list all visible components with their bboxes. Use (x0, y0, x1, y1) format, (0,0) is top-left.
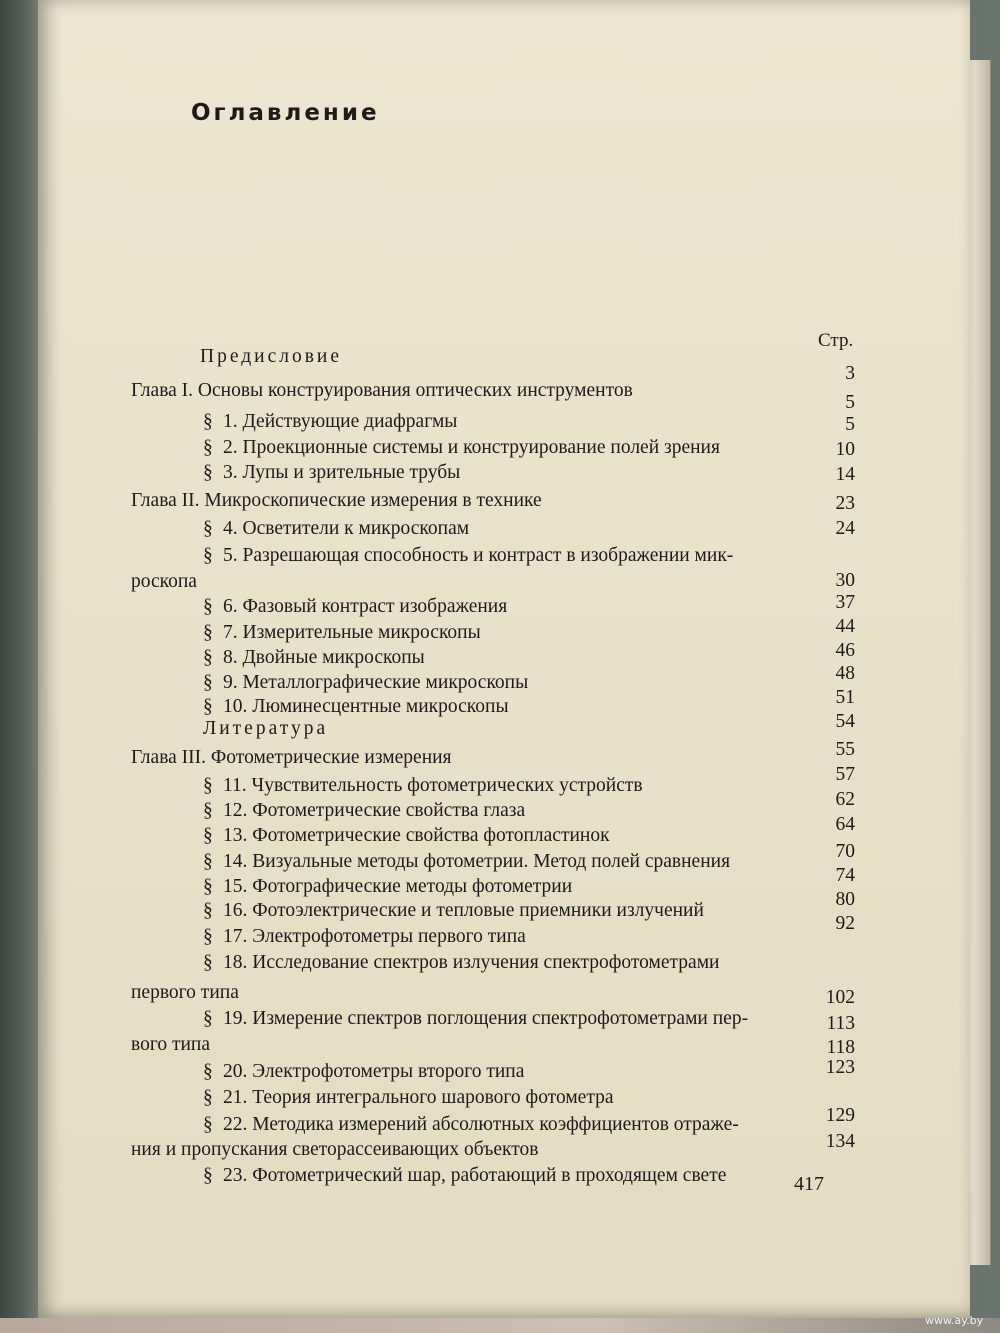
section-sign: § (203, 647, 213, 668)
toc-entry (203, 673, 528, 693)
book-binding (0, 0, 40, 1333)
toc-entry-text: Глава III. Фотометрические измерения (131, 747, 452, 768)
toc-page-number: 10 (835, 439, 855, 460)
section-sign: § (203, 672, 213, 693)
toc-entry (203, 776, 643, 796)
toc-entry (203, 1115, 739, 1135)
toc-entry-text: Глава II. Микроскопические измерения в технике (131, 490, 542, 511)
toc-entry-text: 9. Металлографические микроскопы (223, 672, 529, 693)
section-sign: § (203, 851, 213, 872)
toc-entry-text: 10. Люминесцентные микроскопы (223, 696, 509, 717)
toc-entry (203, 877, 572, 897)
section-sign: § (203, 825, 213, 846)
toc-entry-text: 15. Фотографические методы фотометрии (223, 876, 573, 897)
toc-entry-text: 4. Осветители к микроскопам (223, 518, 470, 539)
toc-entry (203, 953, 719, 973)
toc-entry-text: 19. Измерение спектров поглощения спектрофотометрами пер- (223, 1008, 749, 1029)
toc-entry (203, 927, 526, 947)
toc-entry-text: первого типа (131, 982, 239, 1003)
section-sign: § (203, 926, 213, 947)
section-sign: § (203, 1008, 213, 1029)
toc-entry-text: Глава I. Основы конструирования оптических инструментов (131, 380, 633, 401)
toc-entry (203, 719, 328, 739)
toc-page-number: 113 (826, 1013, 855, 1034)
section-sign: § (203, 1061, 213, 1082)
toc-page-number: 54 (835, 711, 855, 732)
toc-entry (203, 1009, 748, 1029)
toc-page-number: 5 (845, 392, 855, 413)
toc-entry (203, 801, 525, 821)
section-sign: § (203, 411, 213, 432)
toc-entry-text: 20. Электрофотометры второго типа (223, 1061, 525, 1082)
toc-entry-text: 2. Проекционные системы и конструирование полей зрения (223, 437, 720, 458)
toc-entry-text: 6. Фазовый контраст изображения (223, 596, 508, 617)
section-sign: § (203, 622, 213, 643)
toc-page-number: 55 (835, 739, 855, 760)
section-sign: § (203, 900, 213, 921)
toc-entry-text: 16. Фотоэлектрические и тепловые приемники излучений (223, 900, 704, 921)
toc-entry (203, 438, 720, 458)
toc-page-number: 70 (835, 841, 855, 862)
toc-entry-text: Литература (203, 718, 329, 739)
toc-page-number: 51 (835, 687, 855, 708)
toc-entry-text: 1. Действующие диафрагмы (223, 411, 458, 432)
toc-entry-text: 21. Теория интегрального шарового фотометра (223, 1087, 614, 1108)
section-sign: § (203, 437, 213, 458)
toc-entry (203, 597, 507, 617)
toc-entry-text: Предисловие (200, 346, 343, 367)
watermark: www.ay.by (925, 1314, 984, 1327)
section-sign: § (203, 775, 213, 796)
toc-entry (203, 648, 425, 668)
toc-page-number: 5 (845, 414, 855, 435)
toc-page-number: 30 (835, 570, 855, 591)
section-sign: § (203, 1114, 213, 1135)
toc-entry (131, 748, 452, 768)
section-sign: § (203, 876, 213, 897)
toc-entry (203, 826, 610, 846)
toc-entry (203, 1088, 614, 1108)
photo-bottom-edge (0, 1318, 1000, 1333)
folio-number: 417 (794, 1173, 824, 1195)
toc-entry (200, 347, 342, 367)
toc-entry-text: 8. Двойные микроскопы (223, 647, 425, 668)
toc-entry-text: 3. Лупы и зрительные трубы (223, 462, 461, 483)
toc-entry (131, 572, 197, 592)
toc-entry-text: роскопа (131, 571, 197, 592)
toc-entry-text: 13. Фотометрические свойства фотопластинок (223, 825, 610, 846)
toc-entry-text: 7. Измерительные микроскопы (223, 622, 481, 643)
section-sign: § (203, 596, 213, 617)
toc-entry (203, 463, 460, 483)
toc-page-number: 57 (835, 764, 855, 785)
toc-entry (203, 519, 469, 539)
toc-entry (131, 381, 633, 401)
toc-entry (131, 1140, 538, 1160)
toc-entry (131, 983, 239, 1003)
toc-page-number: 64 (835, 814, 855, 835)
toc-page-number: 3 (845, 363, 855, 384)
toc-entry-text: 12. Фотометрические свойства глаза (223, 800, 526, 821)
toc-page-number: 24 (835, 518, 855, 539)
toc-entry (203, 1062, 524, 1082)
toc-entry (131, 1035, 210, 1055)
toc-entry-text: 23. Фотометрический шар, работающий в проходящем свете (223, 1165, 727, 1186)
toc-entry-text: вого типа (131, 1034, 211, 1055)
toc-page-number: 23 (835, 493, 855, 514)
section-sign: § (203, 1165, 213, 1186)
section-sign: § (203, 800, 213, 821)
book-page (38, 0, 970, 1318)
toc-page-number: 48 (835, 663, 855, 684)
toc-entry (131, 491, 542, 511)
toc-entry (203, 901, 704, 921)
toc-page-number: 118 (826, 1037, 855, 1058)
toc-entry (203, 412, 457, 432)
toc-page-number: 102 (825, 987, 855, 1008)
page-heading: Оглавление (191, 100, 380, 126)
toc-page-number: 92 (835, 913, 855, 934)
toc-entry-text: 5. Разрешающая способность и контраст в изображении мик- (223, 545, 734, 566)
section-sign: § (203, 1087, 213, 1108)
toc-entry (203, 1166, 726, 1186)
section-sign: § (203, 518, 213, 539)
toc-page-number: 46 (835, 640, 855, 661)
toc-entry-text: ния и пропускания светорассеивающих объектов (131, 1139, 539, 1160)
toc-page-number: 123 (825, 1057, 855, 1078)
toc-page-number: 134 (825, 1131, 855, 1152)
toc-page-number: 80 (835, 889, 855, 910)
toc-entry-text: 18. Исследование спектров излучения спектрофотометрами (223, 952, 720, 973)
toc-entry (203, 852, 730, 872)
section-sign: § (203, 545, 213, 566)
toc-entry-text: 14. Визуальные методы фотометрии. Метод полей сравнения (223, 851, 731, 872)
section-sign: § (203, 696, 213, 717)
toc-page-number: 14 (835, 464, 855, 485)
section-sign: § (203, 952, 213, 973)
pages-column-header: Стр. (818, 330, 854, 351)
toc-entry-text: 11. Чувствительность фотометрических устройств (223, 775, 643, 796)
section-sign: § (203, 462, 213, 483)
toc-entry (203, 697, 509, 717)
toc-page-number: 62 (835, 789, 855, 810)
toc-page-number: 37 (835, 592, 855, 613)
toc-page-number: 129 (825, 1105, 855, 1126)
toc-entry (203, 546, 733, 566)
toc-page-number: 44 (835, 616, 855, 637)
toc-entry (203, 623, 481, 643)
toc-entry-text: 22. Методика измерений абсолютных коэффициентов отраже- (223, 1114, 739, 1135)
toc-entry-text: 17. Электрофотометры первого типа (223, 926, 526, 947)
toc-page-number: 74 (835, 865, 855, 886)
